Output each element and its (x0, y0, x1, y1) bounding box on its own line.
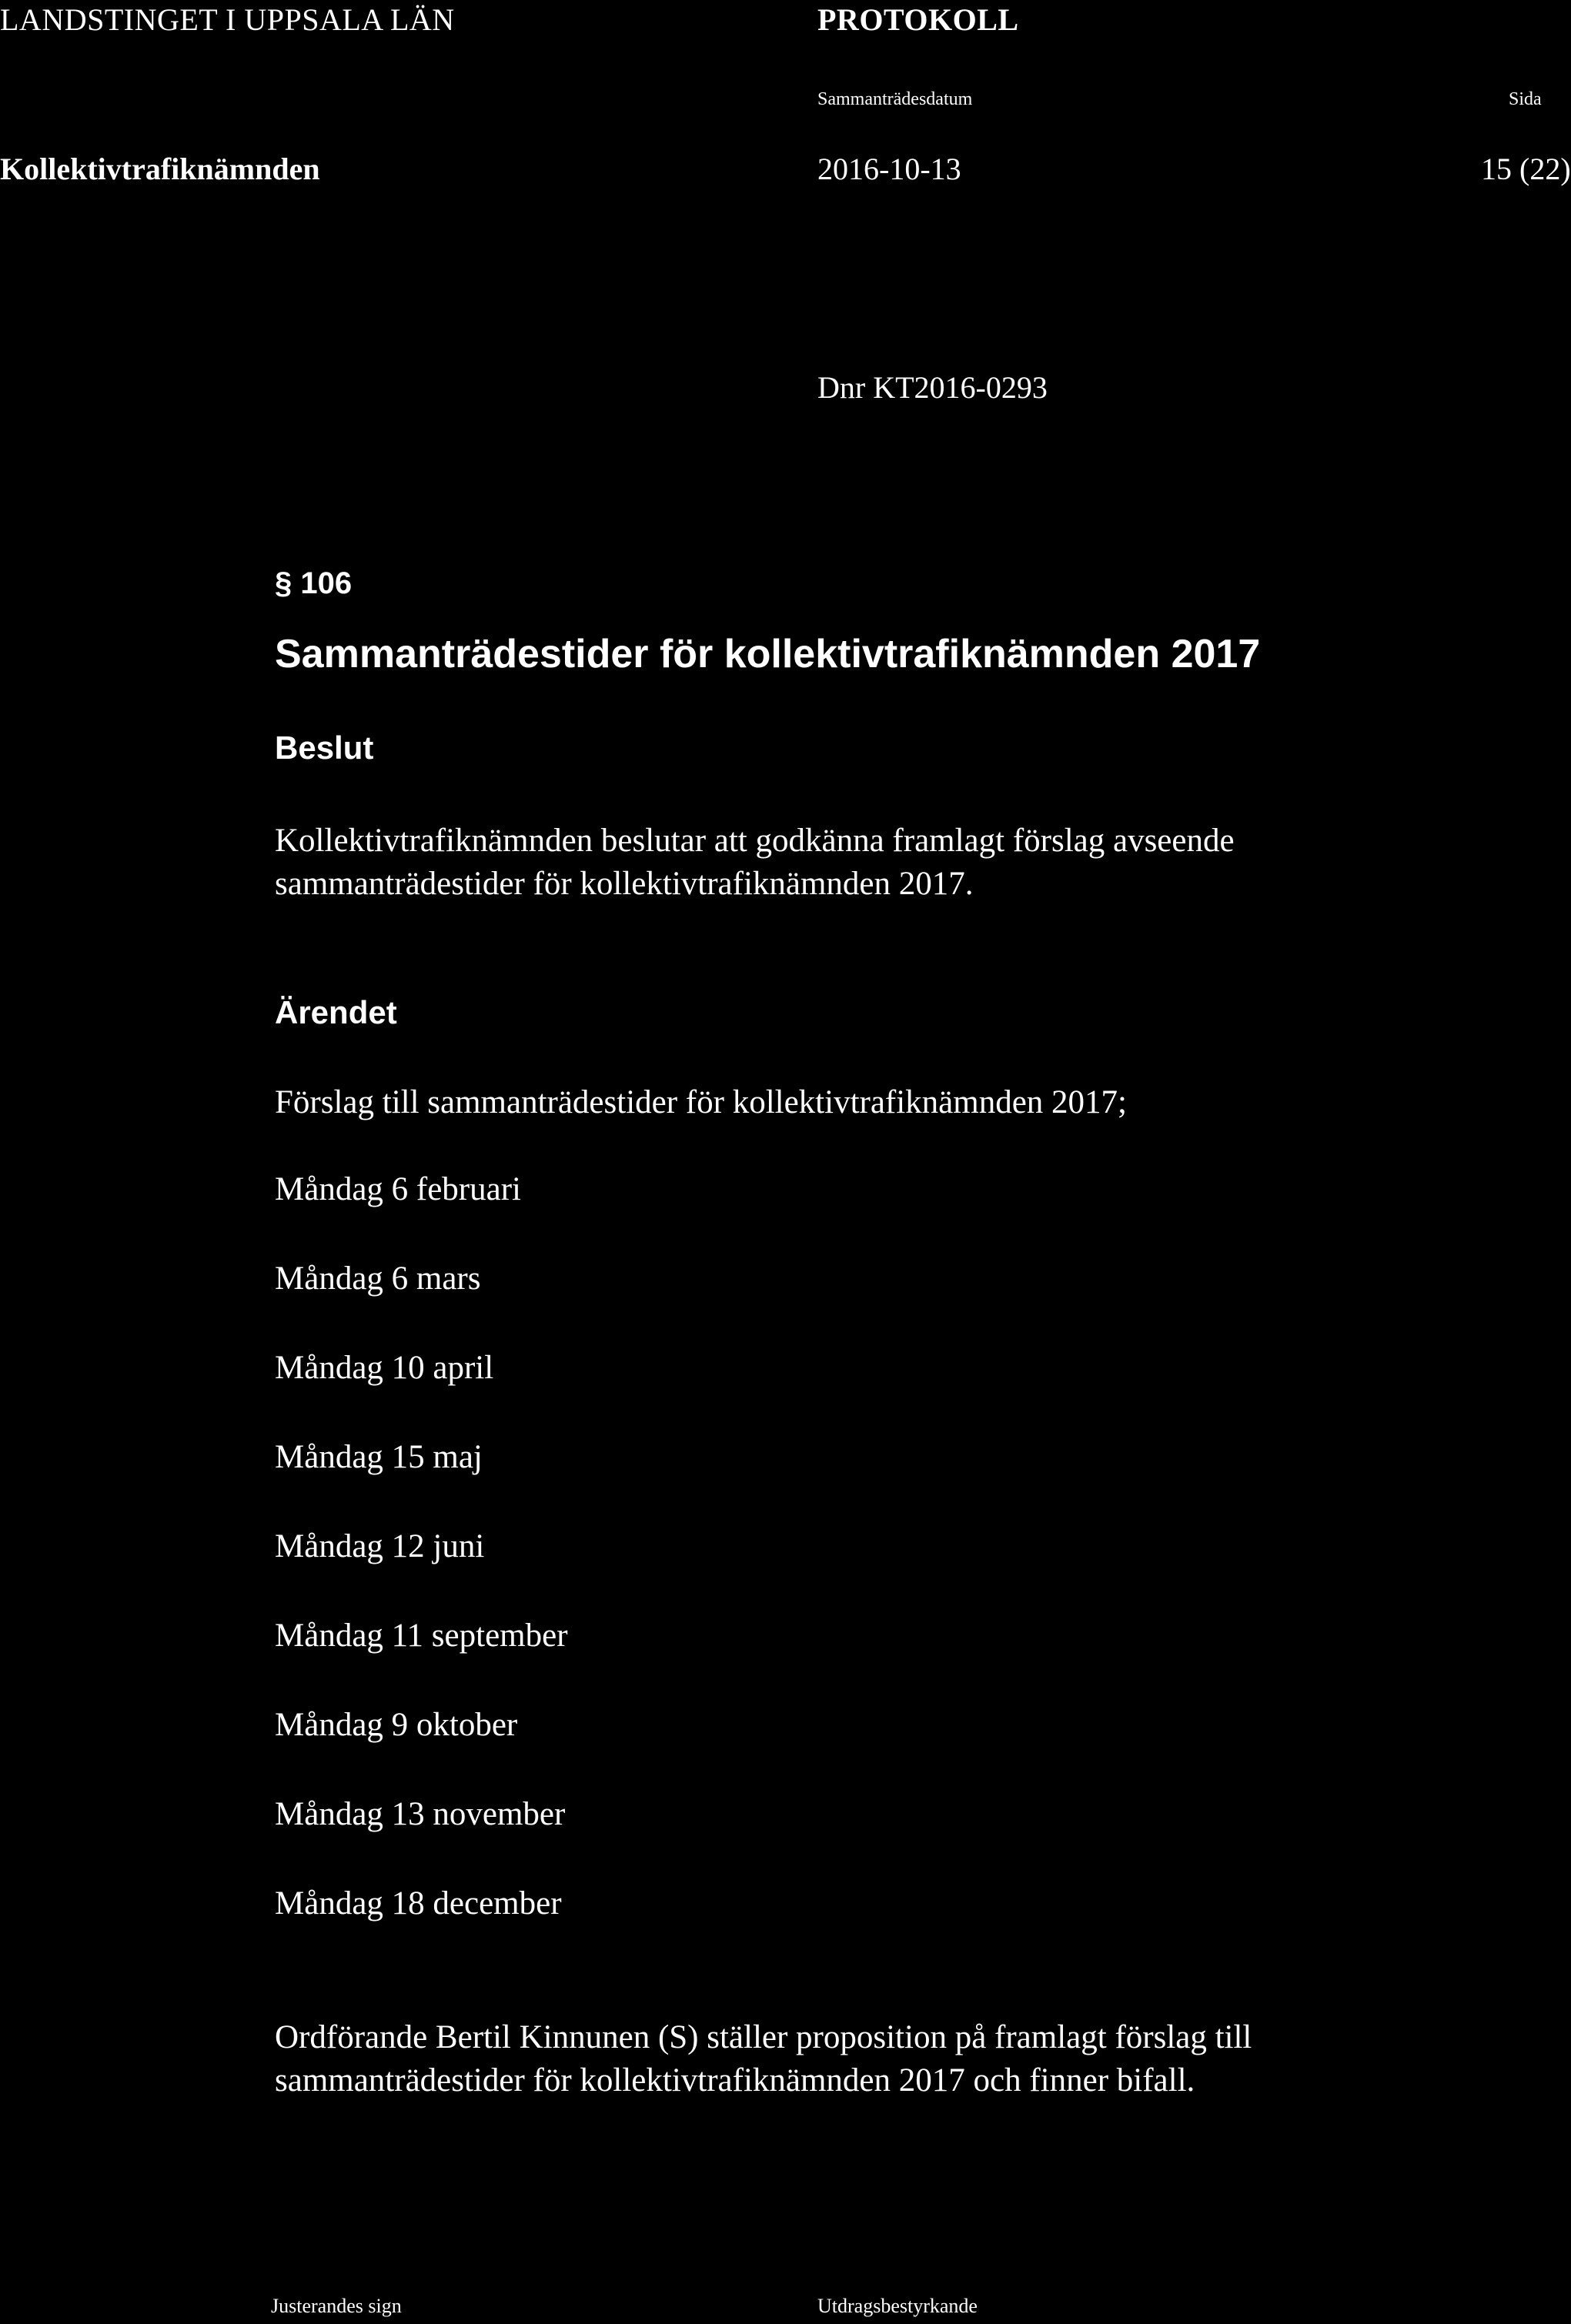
decision-heading: Beslut (275, 730, 374, 766)
committee-name: Kollektivtrafiknämnden (0, 152, 320, 186)
meeting-date-item: Måndag 15 maj (275, 1439, 483, 1475)
meeting-date-item: Måndag 10 april (275, 1350, 494, 1386)
page-number: 15 (22) (1481, 152, 1571, 186)
meeting-date-item: Måndag 13 november (275, 1796, 566, 1832)
closing-statement: Ordförande Bertil Kinnunen (S) ställer proposition på framlagt förslag till sammanträdestider för kollektivtrafiknämnden 2017 och finner bifall. (275, 2019, 1252, 2099)
meeting-date-item: Måndag 9 oktober (275, 1707, 518, 1743)
certification-label: Utdragsbestyrkande (817, 2295, 978, 2317)
meeting-date: 2016-10-13 (817, 152, 961, 186)
meeting-date-item: Måndag 18 december (275, 1885, 562, 1922)
meeting-date-item: Måndag 6 mars (275, 1261, 481, 1297)
section-title: Sammanträdestider för kollektivtrafiknämnden 2017 (275, 632, 1261, 676)
matter-heading: Ärendet (275, 994, 397, 1030)
decision-text: Kollektivtrafiknämnden beslutar att godkänna framlagt förslag avseende sammanträdestider för kollektivtrafiknämnden 2017. (275, 823, 1235, 902)
meeting-dates-list (275, 1168, 568, 1972)
document-type: PROTOKOLL (817, 2, 1019, 37)
page-label: Sida (1509, 89, 1542, 109)
section-number: § 106 (275, 566, 353, 600)
signature-label: Justerandes sign (271, 2295, 402, 2317)
organization-name: LANDSTINGET I UPPSALA LÄN (0, 2, 455, 37)
meeting-date-item: Måndag 12 juni (275, 1528, 485, 1564)
proposal-intro: Förslag till sammanträdestider för kollektivtrafiknämnden 2017; (275, 1084, 1127, 1120)
meeting-date-item: Måndag 11 september (275, 1618, 568, 1654)
meeting-date-item: Måndag 6 februari (275, 1171, 521, 1207)
meeting-date-label: Sammanträdesdatum (817, 89, 973, 109)
case-number: Dnr KT2016-0293 (817, 370, 1048, 405)
